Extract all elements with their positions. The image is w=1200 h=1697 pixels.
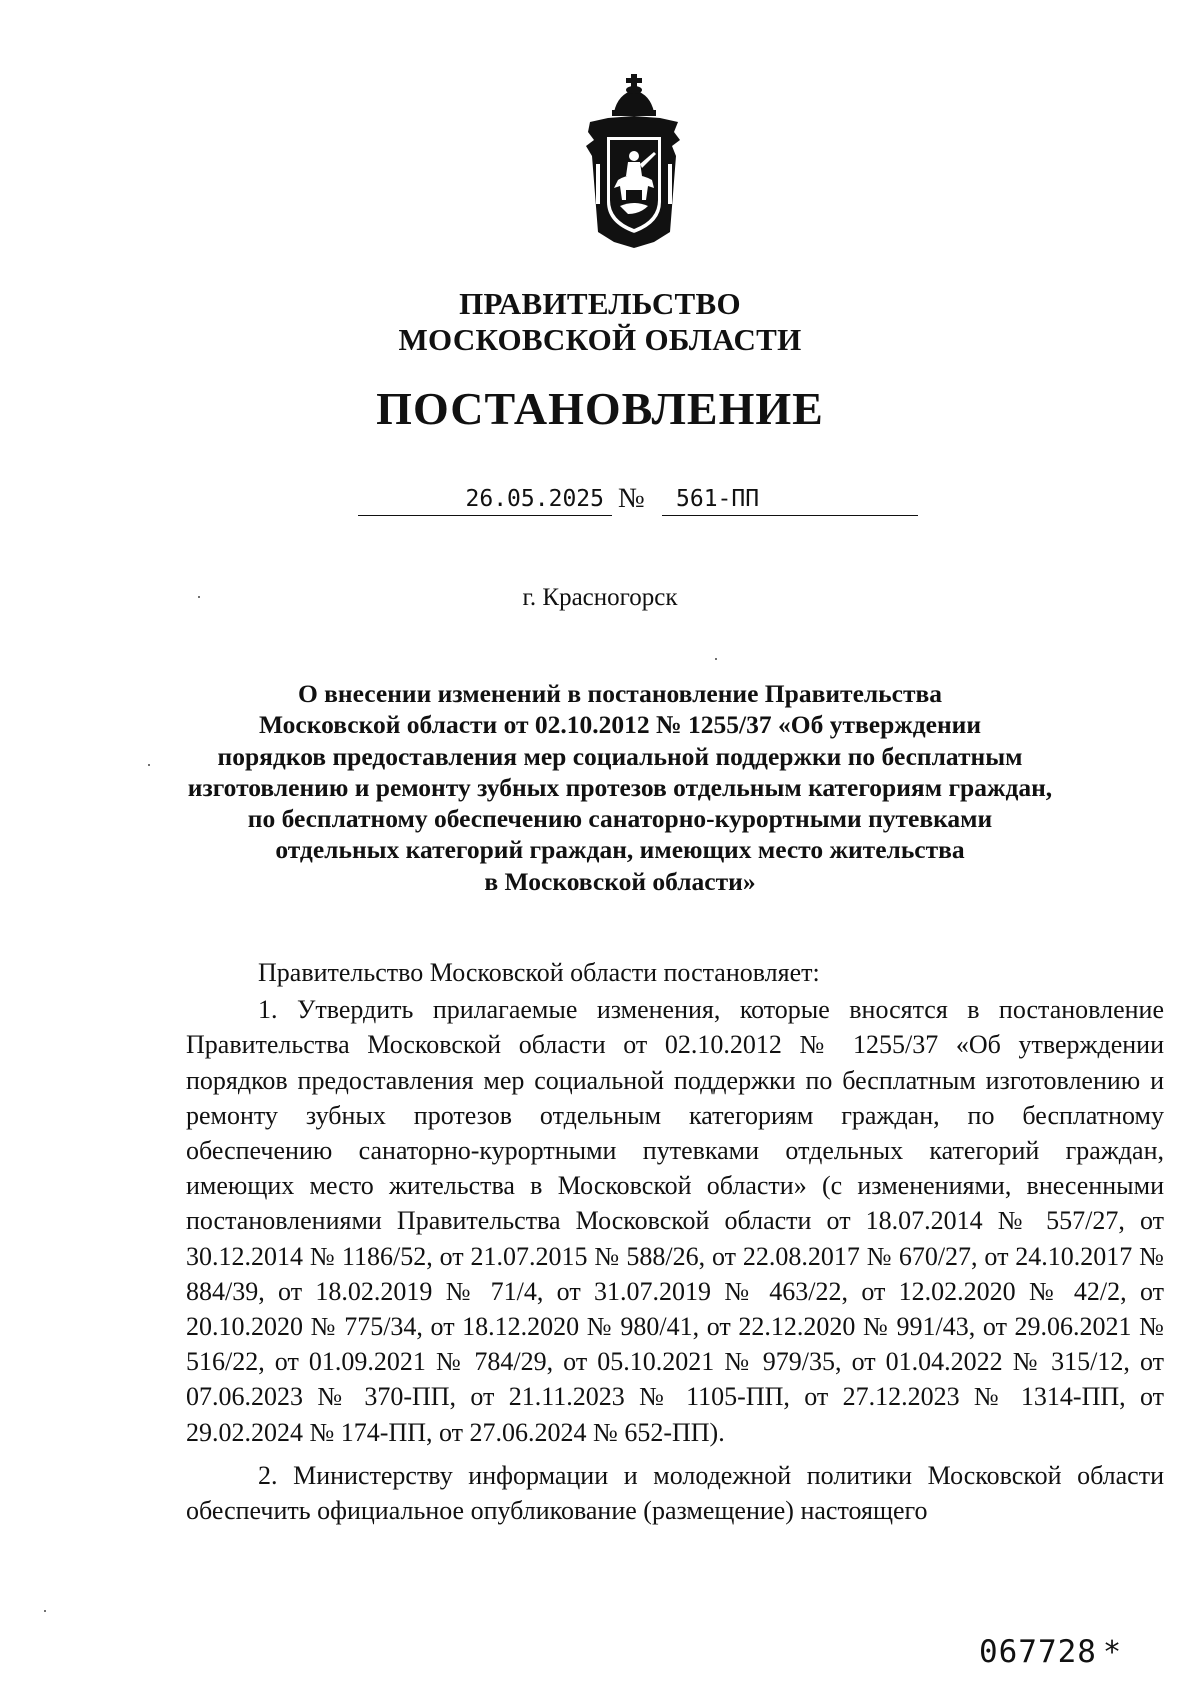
- organization-name-line1: ПРАВИТЕЛЬСТВО: [459, 286, 741, 321]
- document-type-title: ПОСТАНОВЛЕНИЕ: [376, 383, 824, 434]
- page-serial-code: [979, 1634, 1122, 1670]
- registration-line: [0, 482, 1200, 522]
- document-number: 561-ПП: [662, 482, 918, 516]
- document-subject: [160, 678, 1080, 897]
- document-body: [186, 955, 1164, 1528]
- serial-number: 067728: [978, 1634, 1097, 1670]
- subject-line: по бесплатному обеспечению санаторно-курортными путевками: [247, 804, 993, 834]
- moscow-region-coat-of-arms-icon: [568, 72, 700, 250]
- scan-speck: [198, 596, 200, 598]
- document-date: 26.05.2025: [358, 482, 612, 516]
- scan-speck: [715, 658, 717, 660]
- organization-name-line2: МОСКОВСКОЙ ОБЛАСТИ: [398, 322, 802, 357]
- subject-line: в Московской области»: [484, 866, 756, 896]
- scan-speck: [148, 764, 150, 766]
- subject-line: порядков предоставления мер социальной поддержки по бесплатным: [217, 741, 1023, 771]
- resolution-item-2: 2. Министерству информации и молодежной политики Московской области обеспечить официальное опубликование (размещение) настоящего: [186, 1460, 1164, 1526]
- subject-line: изготовлению и ремонту зубных протезов отдельным категориям граждан,: [187, 772, 1053, 802]
- subject-line: отдельных категорий граждан, имеющих место жительства: [275, 835, 965, 865]
- scan-speck: [44, 1610, 46, 1612]
- subject-line: Московской области от 02.10.2012 № 1255/37 «Об утверждении: [258, 710, 982, 740]
- number-sign: №: [618, 483, 645, 514]
- resolution-item-1: 1. Утвердить прилагаемые изменения, которые вносятся в постановление Правительства Московской области от 02.10.2012 № 1255/37 «Об утверждении порядков предоставления мер социальной поддержки по бесплатным изготовлению и ремонту зубных протезов отдельным категориям граждан, по бесплатному обеспечению санаторно-курортными путевками отдельных категорий граждан, имеющих место жительства в Московской области» (с изменениями, внесенными постановлениями Правительства Московской области от 18.07.2014 № 557/27, от 30.12.2014 № 1186/52, от 21.07.2015 № 588/26, от 22.08.2017 № 670/27, от 24.10.2017 № 884/39, от 18.02.2019 № 71/4, от 31.07.2019 № 463/22, от 12.02.2020 № 42/2, от 20.10.2020 № 775/34, от 18.12.2020 № 980/41, от 22.12.2020 № 991/43, от 29.06.2021 № 516/22, от 01.09.2021 № 784/29, от 05.10.2021 № 979/35, от 01.04.2022 № 315/12, от 07.06.2023 № 370-ПП, от 21.11.2023 № 1105-ПП, от 27.12.2023 № 1314-ПП, от 29.02.2024 № 174-ПП, от 27.06.2024 № 652-ПП).: [186, 995, 1164, 1447]
- city-of-issue: г. Красногорск: [522, 584, 678, 611]
- resolution-lead: Правительство Московской области постановляет:: [258, 958, 820, 987]
- subject-line: О внесении изменений в постановление Правительства: [297, 679, 943, 708]
- asterisk-mark: *: [1102, 1635, 1122, 1670]
